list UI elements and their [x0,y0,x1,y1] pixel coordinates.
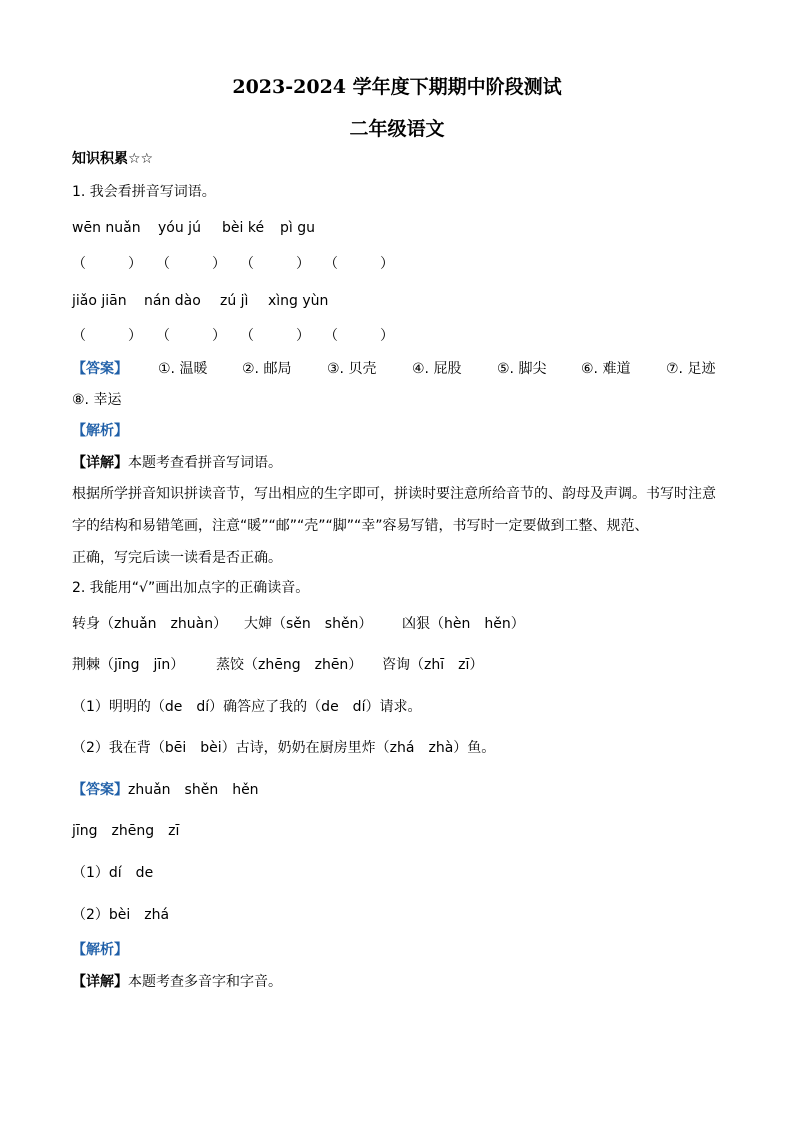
analysis-tag: 【解析】 [72,423,128,439]
answer-tag: 【答案】 [72,782,128,798]
detail-text: 本题考查多音字和字音。 [128,974,282,990]
answer-text: jīng zhēng zī [72,823,180,839]
answer-text: zhuǎn shěn hěn [128,782,259,798]
answer-item: ⑤. 脚尖 [497,361,547,377]
section-label: 知识积累☆☆ [72,151,154,167]
analysis-tag: 【解析】 [72,942,128,958]
q1-detail [72,454,282,472]
q2-detail [72,973,282,991]
answer-item: ⑧. 幸运 [72,392,122,408]
q2-sentence: （1）明明的（de dí）确答应了我的（de dí）请求。 [72,699,422,715]
pinyin-item: zú jì [220,293,249,309]
answer-item: ③. 贝壳 [327,361,377,377]
answer-text: （1）dí de [72,865,154,881]
pinyin-item: nán dào [144,293,201,309]
blank: （ ） [240,256,310,272]
blank: （ ） [156,328,226,344]
pinyin-item: jiǎo jiān [72,293,127,309]
blank: （ ） [156,256,226,272]
blank: （ ） [324,256,394,272]
explanation-line: 正确，写完后读一读看是否正确。 [72,550,282,566]
answer-item: ②. 邮局 [242,361,292,377]
pinyin-item: bèi ké [222,220,265,236]
q2-sentence: （2）我在背（bēi bèi）古诗，奶奶在厨房里炸（zhá zhà）鱼。 [72,740,496,756]
choice-item: 蒸饺（zhēng zhēn） [216,657,363,673]
detail-tag: 【详解】 [72,974,128,990]
choice-item: 咨询（zhī zī） [382,657,484,673]
page-subtitle: 二年级语文 [349,118,445,140]
choice-item: 凶狠（hèn hěn） [402,616,525,632]
blank: （ ） [72,256,142,272]
choice-item: 荆棘（jīng jīn） [72,657,185,673]
answer-item: ⑥. 难道 [581,361,631,377]
q1-prompt: 1. 我会看拼音写词语。 [72,184,216,200]
choice-item: 转身（zhuǎn zhuàn） [72,616,228,632]
answer-text: （2）bèi zhá [72,907,170,923]
explanation-line: 字的结构和易错笔画，注意“暖”“邮”“壳”“脚”“幸”容易写错，书写时一定要做到工整、规范、 [72,518,649,534]
detail-tag: 【详解】 [72,455,128,471]
detail-text: 本题考查看拼音写词语。 [128,455,282,471]
answer-item: ①. 温暖 [158,361,208,377]
pinyin-item: xìng yùn [268,293,329,309]
page-title: 2023-2024 学年度下期期中阶段测试 [232,76,562,98]
q2-answer [72,781,259,799]
q2-prompt: 2. 我能用“√”画出加点字的正确读音。 [72,580,310,596]
pinyin-item: wēn nuǎn [72,220,141,236]
choice-item: 大婶（sěn shěn） [244,616,373,632]
answer-item: ⑦. 足迹 [666,361,716,377]
explanation-line: 根据所学拼音知识拼读音节，写出相应的生字即可，拼读时要注意所给音节的、韵母及声调。书写时注意 [72,486,716,502]
pinyin-item: pì gu [280,220,315,236]
answer-item: ④. 屁股 [412,361,462,377]
blank: （ ） [72,328,142,344]
pinyin-item: yóu jú [158,220,201,236]
blank: （ ） [324,328,394,344]
answer-tag: 【答案】 [72,361,128,377]
blank: （ ） [240,328,310,344]
